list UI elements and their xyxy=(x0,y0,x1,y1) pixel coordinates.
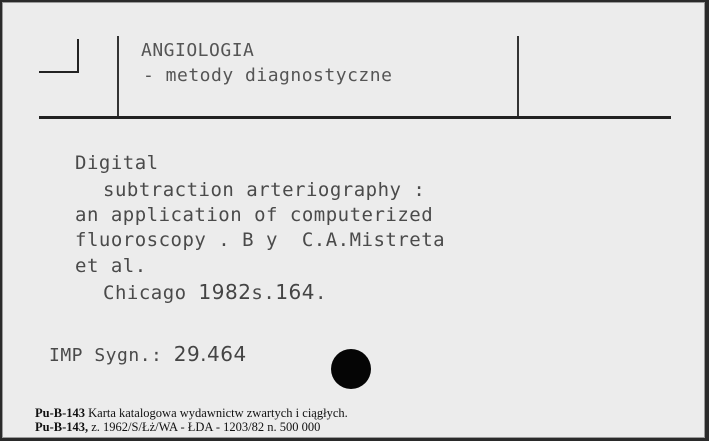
imprint-end: . xyxy=(315,282,327,304)
imprint-year: 1982 xyxy=(198,280,252,304)
footer-line-1 xyxy=(35,406,348,420)
signature-line xyxy=(49,344,247,366)
signature-label: IMP Sygn.: xyxy=(49,345,174,366)
title-line-1: Digital xyxy=(75,152,159,174)
footer-code-1: Pu-B-143 xyxy=(35,406,85,420)
header-rule xyxy=(39,116,671,119)
imprint-place: Chicago xyxy=(103,282,199,304)
imprint-pages: 164 xyxy=(275,280,315,304)
catalog-card xyxy=(2,2,705,438)
subject-heading: ANGIOLOGIA xyxy=(141,40,255,61)
imprint-line xyxy=(103,282,327,304)
right-vertical-rule xyxy=(517,36,519,118)
footer-line-2 xyxy=(35,420,320,434)
imprint-pages-prefix: s. xyxy=(251,282,276,304)
punch-hole xyxy=(331,349,371,389)
signature-number: 29.464 xyxy=(173,342,247,366)
left-vertical-rule xyxy=(117,36,119,118)
footer-text-1: Karta katalogowa wydawnictw zwartych i ciągłych. xyxy=(85,406,348,420)
footer-code-2: Pu-B-143, xyxy=(35,420,89,434)
corner-mark xyxy=(39,39,79,73)
subject-subheading: - metody diagnostyczne xyxy=(143,65,393,86)
title-line-5: et al. xyxy=(75,255,147,277)
title-line-4: fluoroscopy . B y C.A.Mistreta xyxy=(75,229,446,251)
title-line-2: subtraction arteriography : xyxy=(103,179,426,201)
title-line-3: an application of computerized xyxy=(75,204,434,226)
footer-text-2: z. 1962/S/Łż/WA - ŁDA - 1203/82 n. 500 000 xyxy=(88,420,321,434)
